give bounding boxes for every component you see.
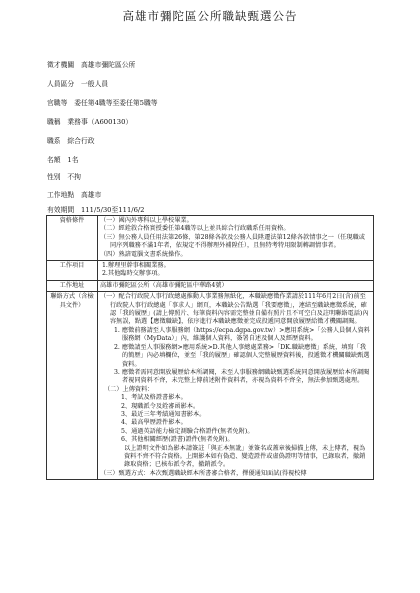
contact-header: 聯絡方式（含檢具文件） — [47, 292, 98, 480]
qual-item: （二）經銓敘合格實授委任第4職等以上並具綜合行政職系任用資格。 — [100, 225, 290, 233]
page-title: 高雄市彌陀區公所職缺甄選公告 — [122, 9, 298, 23]
contact-1-sub: 2. 應徵請至人事服務網>應用系統>D.其他人事總處業務>「DK.職缺應徵」系統，填寫「我的簡歷」內必填欄位，並至「我的履歷」確認個人完整履歷資料後，投遞徵才機關職缺甄選資料。 — [114, 343, 370, 368]
row-duties — [47, 261, 374, 281]
address-header: 工作地址 — [47, 280, 98, 291]
qualifications-body — [98, 216, 374, 261]
field-gender: 性別 不拘 — [47, 173, 81, 181]
field-grade: 官職等 委任第4職等至委任第5職等 — [47, 99, 158, 107]
contact-section-1: （一）配合行政院人事行政總處推動人事業務無紙化，本職缺應徵作業請於111年6月2日(含)前至行政院人事行政總處「事求人」網頁，本職缺公告點選「我要應徵」，連結至職缺應徵系統，確認「我的履歷」(請上傳照片、每筆資料內容需完整並自備有照片且不可空白及註明聯絡電話)內容無誤，點選【應徵職缺】，依序進行本職缺應徵並完成投遞同意開放履歷給徵才機關調閱。 — [100, 293, 369, 326]
field-quota: 名額 1名 — [47, 156, 79, 164]
contact-section-2: （二）上傳資料： — [104, 385, 154, 393]
field-staff-type: 人員區分 一般人員 — [47, 80, 109, 88]
row-qualifications — [47, 216, 374, 261]
contact-section-3: （三）甄選方式：本次甄選職缺經本所書審合格者，擇優通知面試(得視校傳 — [100, 469, 307, 477]
duties-body — [98, 261, 374, 281]
field-location: 工作地點 高雄市 — [47, 191, 102, 199]
field-valid-period: 有效期間 111/5/30至111/6/2 — [47, 206, 145, 214]
info-table — [46, 215, 374, 480]
qual-item: （四）熟諳電腦文書系統操作。 — [100, 250, 187, 258]
duty-item: 1.辦理里幹事相關業務。 — [102, 262, 170, 270]
contact-2-note: 以上證明文件如為影本請簽註「與正本無訛」並簽名或蓋章後掃描上傳，未上傳者，視為資料不齊不符合資格。上開影本如有偽造、變造證件或虛偽證明等情事，已錄取者，撤銷錄取資格；已核布派令者，撤銷派令。 — [124, 444, 366, 469]
contact-1-sub: 3. 應徵者需同意開放履歷給本所調閱，未至人事服務網職缺甄選系統同意開放履歷給本所調閱者視同資料不齊，未完整上傳前述附件資料者，亦視為資料不齊全，無法參加甄選處理。 — [114, 368, 370, 385]
contact-2-sub: 1、考試及格證書影本。 — [121, 394, 187, 402]
qual-item: （一）國內外專科以上學校畢業。 — [100, 217, 193, 224]
field-title: 職稱 業務事（A600130） — [47, 118, 133, 126]
contact-2-sub: 5、通過英語能力檢定測驗合格證件(無者免附)。 — [121, 427, 254, 435]
row-address — [47, 280, 374, 291]
field-agency: 徵才機關 高雄市彌陀區公所 — [47, 61, 136, 69]
contact-body — [98, 292, 374, 480]
row-contact — [47, 292, 374, 480]
qualifications-header: 資格條件 — [47, 216, 98, 261]
qual-item: （三）無公務人員任用法第26條、第28條各款及公務人員陞遷法第12條各款情事之一（任現職或同序列職務不滿1年者，依規定不得辦理外補陞任），且無特考特用限制轉調情事者。 — [100, 233, 365, 250]
contact-2-sub: 4、最高學歷證件影本。 — [121, 419, 187, 427]
duties-header: 工作項目 — [47, 261, 98, 281]
contact-2-sub: 3、最近三年考績通知書影本。 — [121, 410, 206, 418]
address-value: 高雄市彌陀區公所（高雄市彌陀區中華路4號） — [98, 280, 374, 291]
contact-1-sub: 1. 應徵前務請至人事服務網（https://ecpa.dgpa.gov.tw）>應用系統>「公務人員個人資料服務網（MyData）」內，維護個人資料，簽署自述及個人及經歷資料。 — [114, 326, 370, 343]
duty-item: 2.其他臨時交辦事項。 — [102, 270, 164, 278]
contact-2-sub: 6、其他相關經歷(證書)證件(無者免附)。 — [121, 436, 234, 444]
field-series: 職系 綜合行政 — [47, 137, 95, 145]
contact-2-sub: 2、現職派令及銓審函影本。 — [121, 402, 200, 410]
